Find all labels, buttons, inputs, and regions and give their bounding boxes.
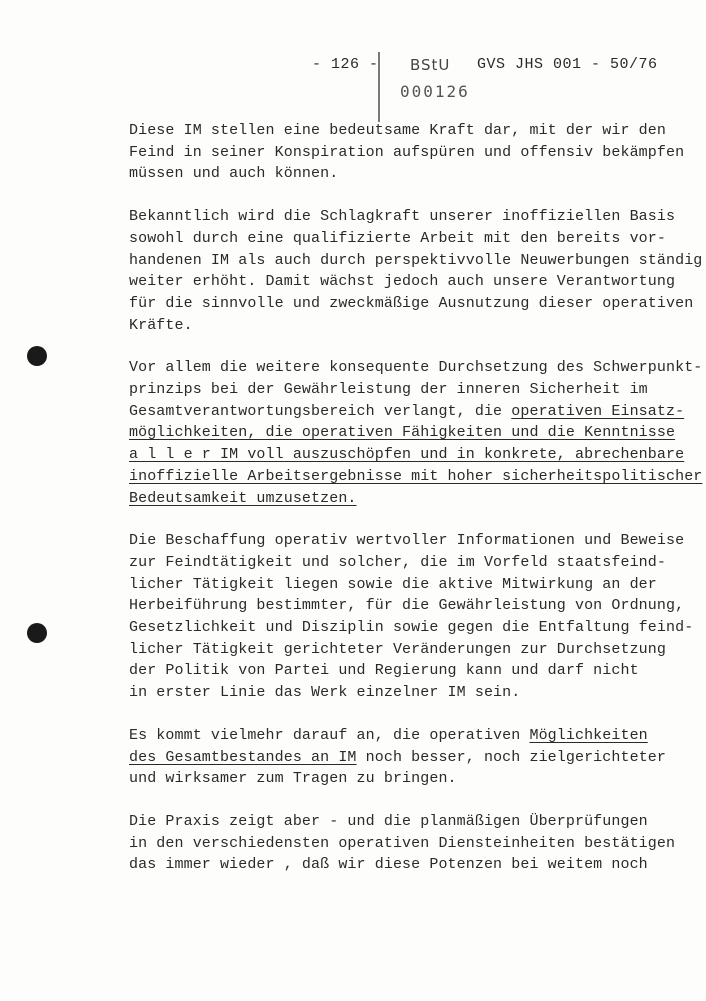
text-line [129, 422, 699, 444]
text-segment: prinzips bei der Gewährleistung der inneren Sicherheit im [129, 381, 648, 399]
text-segment: der Politik von Partei und Regierung kann und darf nicht [129, 662, 639, 680]
text-segment: müssen und auch können. [129, 165, 339, 183]
page-header [312, 56, 387, 73]
paragraph [129, 811, 699, 876]
text-segment: Gesamtverantwortungsbereich verlangt, die [129, 402, 512, 420]
text-segment: weiter erhöht. Damit wächst jedoch auch unsere Verantwortung [129, 273, 676, 291]
text-segment: Gesetzlichkeit und Disziplin sowie gegen die Entfaltung feind- [129, 619, 694, 637]
text-segment: in den verschiedensten operativen Diensteinheiten bestätigen [129, 834, 676, 852]
text-line [129, 293, 699, 315]
text-line [129, 768, 699, 790]
text-segment: Die Praxis zeigt aber - und die planmäßigen Überprüfungen [129, 812, 648, 830]
text-line [129, 250, 703, 272]
document-reference [477, 56, 666, 73]
text-segment: handenen IM als auch durch perspektivvolle Neuwerbungen ständig [129, 251, 703, 269]
doc-ref-text: GVS JHS 001 - 50/76 [477, 56, 658, 73]
text-segment: noch besser, noch zielgerichteter [356, 748, 666, 766]
text-line [129, 401, 699, 423]
underlined-text: des Gesamtbestandes an IM [129, 748, 357, 766]
text-line [129, 617, 699, 639]
text-segment: Feind in seiner Konspiration aufspüren und offensiv bekämpfen [129, 143, 685, 161]
text-line [129, 315, 699, 337]
text-line [129, 271, 699, 293]
underlined-text: a l l e r IM voll auszuschöpfen und in konkrete, abrechenbare [129, 446, 685, 464]
text-line [129, 552, 699, 574]
text-line [129, 142, 699, 164]
text-segment: Kräfte. [129, 316, 193, 334]
text-line [129, 228, 699, 250]
text-line [129, 530, 699, 552]
text-line [129, 639, 699, 661]
text-line [129, 444, 699, 466]
text-segment: sowohl durch eine qualifizierte Arbeit mit den bereits vor- [129, 229, 666, 247]
text-line [129, 833, 699, 855]
text-segment: Vor allem die weitere konsequente Durchsetzung des Schwerpunkt- [129, 359, 703, 377]
text-segment: Bekanntlich wird die Schlagkraft unserer inoffiziellen Basis [129, 208, 676, 226]
archive-stamp [378, 52, 468, 122]
underlined-text: inoffizielle Arbeitsergebnisse mit hoher sicherheitspolitischer [129, 467, 703, 485]
text-segment: licher Tätigkeit gerichteter Veränderungen zur Durchsetzung [129, 640, 666, 658]
text-line [129, 811, 699, 833]
punch-hole-icon [27, 623, 47, 643]
text-line [129, 466, 703, 488]
text-segment: Es kommt vielmehr darauf an, die operativen [129, 726, 530, 744]
text-segment: Diese IM stellen eine bedeutsame Kraft dar, mit der wir den [129, 122, 666, 139]
text-segment: und wirksamer zum Tragen zu bringen. [129, 770, 457, 788]
text-line [129, 120, 699, 142]
underlined-text: Bedeutsamkeit umzusetzen. [129, 489, 357, 507]
stamp-number: 000126 [400, 82, 470, 101]
text-segment: Die Beschaffung operativ wertvoller Informationen und Beweise [129, 532, 685, 550]
text-line [129, 660, 699, 682]
text-line [129, 357, 703, 379]
underlined-text: operativen Einsatz- [511, 402, 685, 420]
text-line [129, 574, 699, 596]
paragraph [129, 120, 699, 185]
document-body [129, 120, 703, 897]
text-line [129, 854, 699, 876]
text-line [129, 163, 699, 185]
paragraph [129, 725, 699, 790]
text-segment: licher Tätigkeit liegen sowie die aktive Mitwirkung an der [129, 575, 657, 593]
paragraph [129, 530, 699, 704]
underlined-text: möglichkeiten, die operativen Fähigkeiten und die Kenntnisse [129, 424, 676, 442]
text-line [129, 488, 699, 510]
text-line [129, 379, 699, 401]
paragraph [129, 357, 703, 509]
text-segment: Herbeiführung bestimmter, für die Gewährleistung von Ordnung, [129, 597, 685, 615]
text-line [129, 206, 699, 228]
page-number: - 126 - [312, 56, 379, 73]
text-line [129, 595, 699, 617]
paragraph [129, 206, 703, 336]
text-segment: für die sinnvolle und zweckmäßige Ausnutzung dieser operativen [129, 294, 694, 312]
punch-hole-icon [27, 346, 47, 366]
text-segment: zur Feindtätigkeit und solcher, die im Vorfeld staatsfeind- [129, 553, 666, 571]
text-line [129, 682, 699, 704]
text-segment: in erster Linie das Werk einzelner IM sein. [129, 684, 521, 702]
text-line [129, 747, 699, 769]
text-line [129, 725, 699, 747]
underlined-text: Möglichkeiten [529, 726, 648, 744]
archive-stamp-label: BStU [410, 56, 451, 74]
text-segment: das immer wieder , daß wir diese Potenzen bei weitem noch [129, 856, 648, 874]
